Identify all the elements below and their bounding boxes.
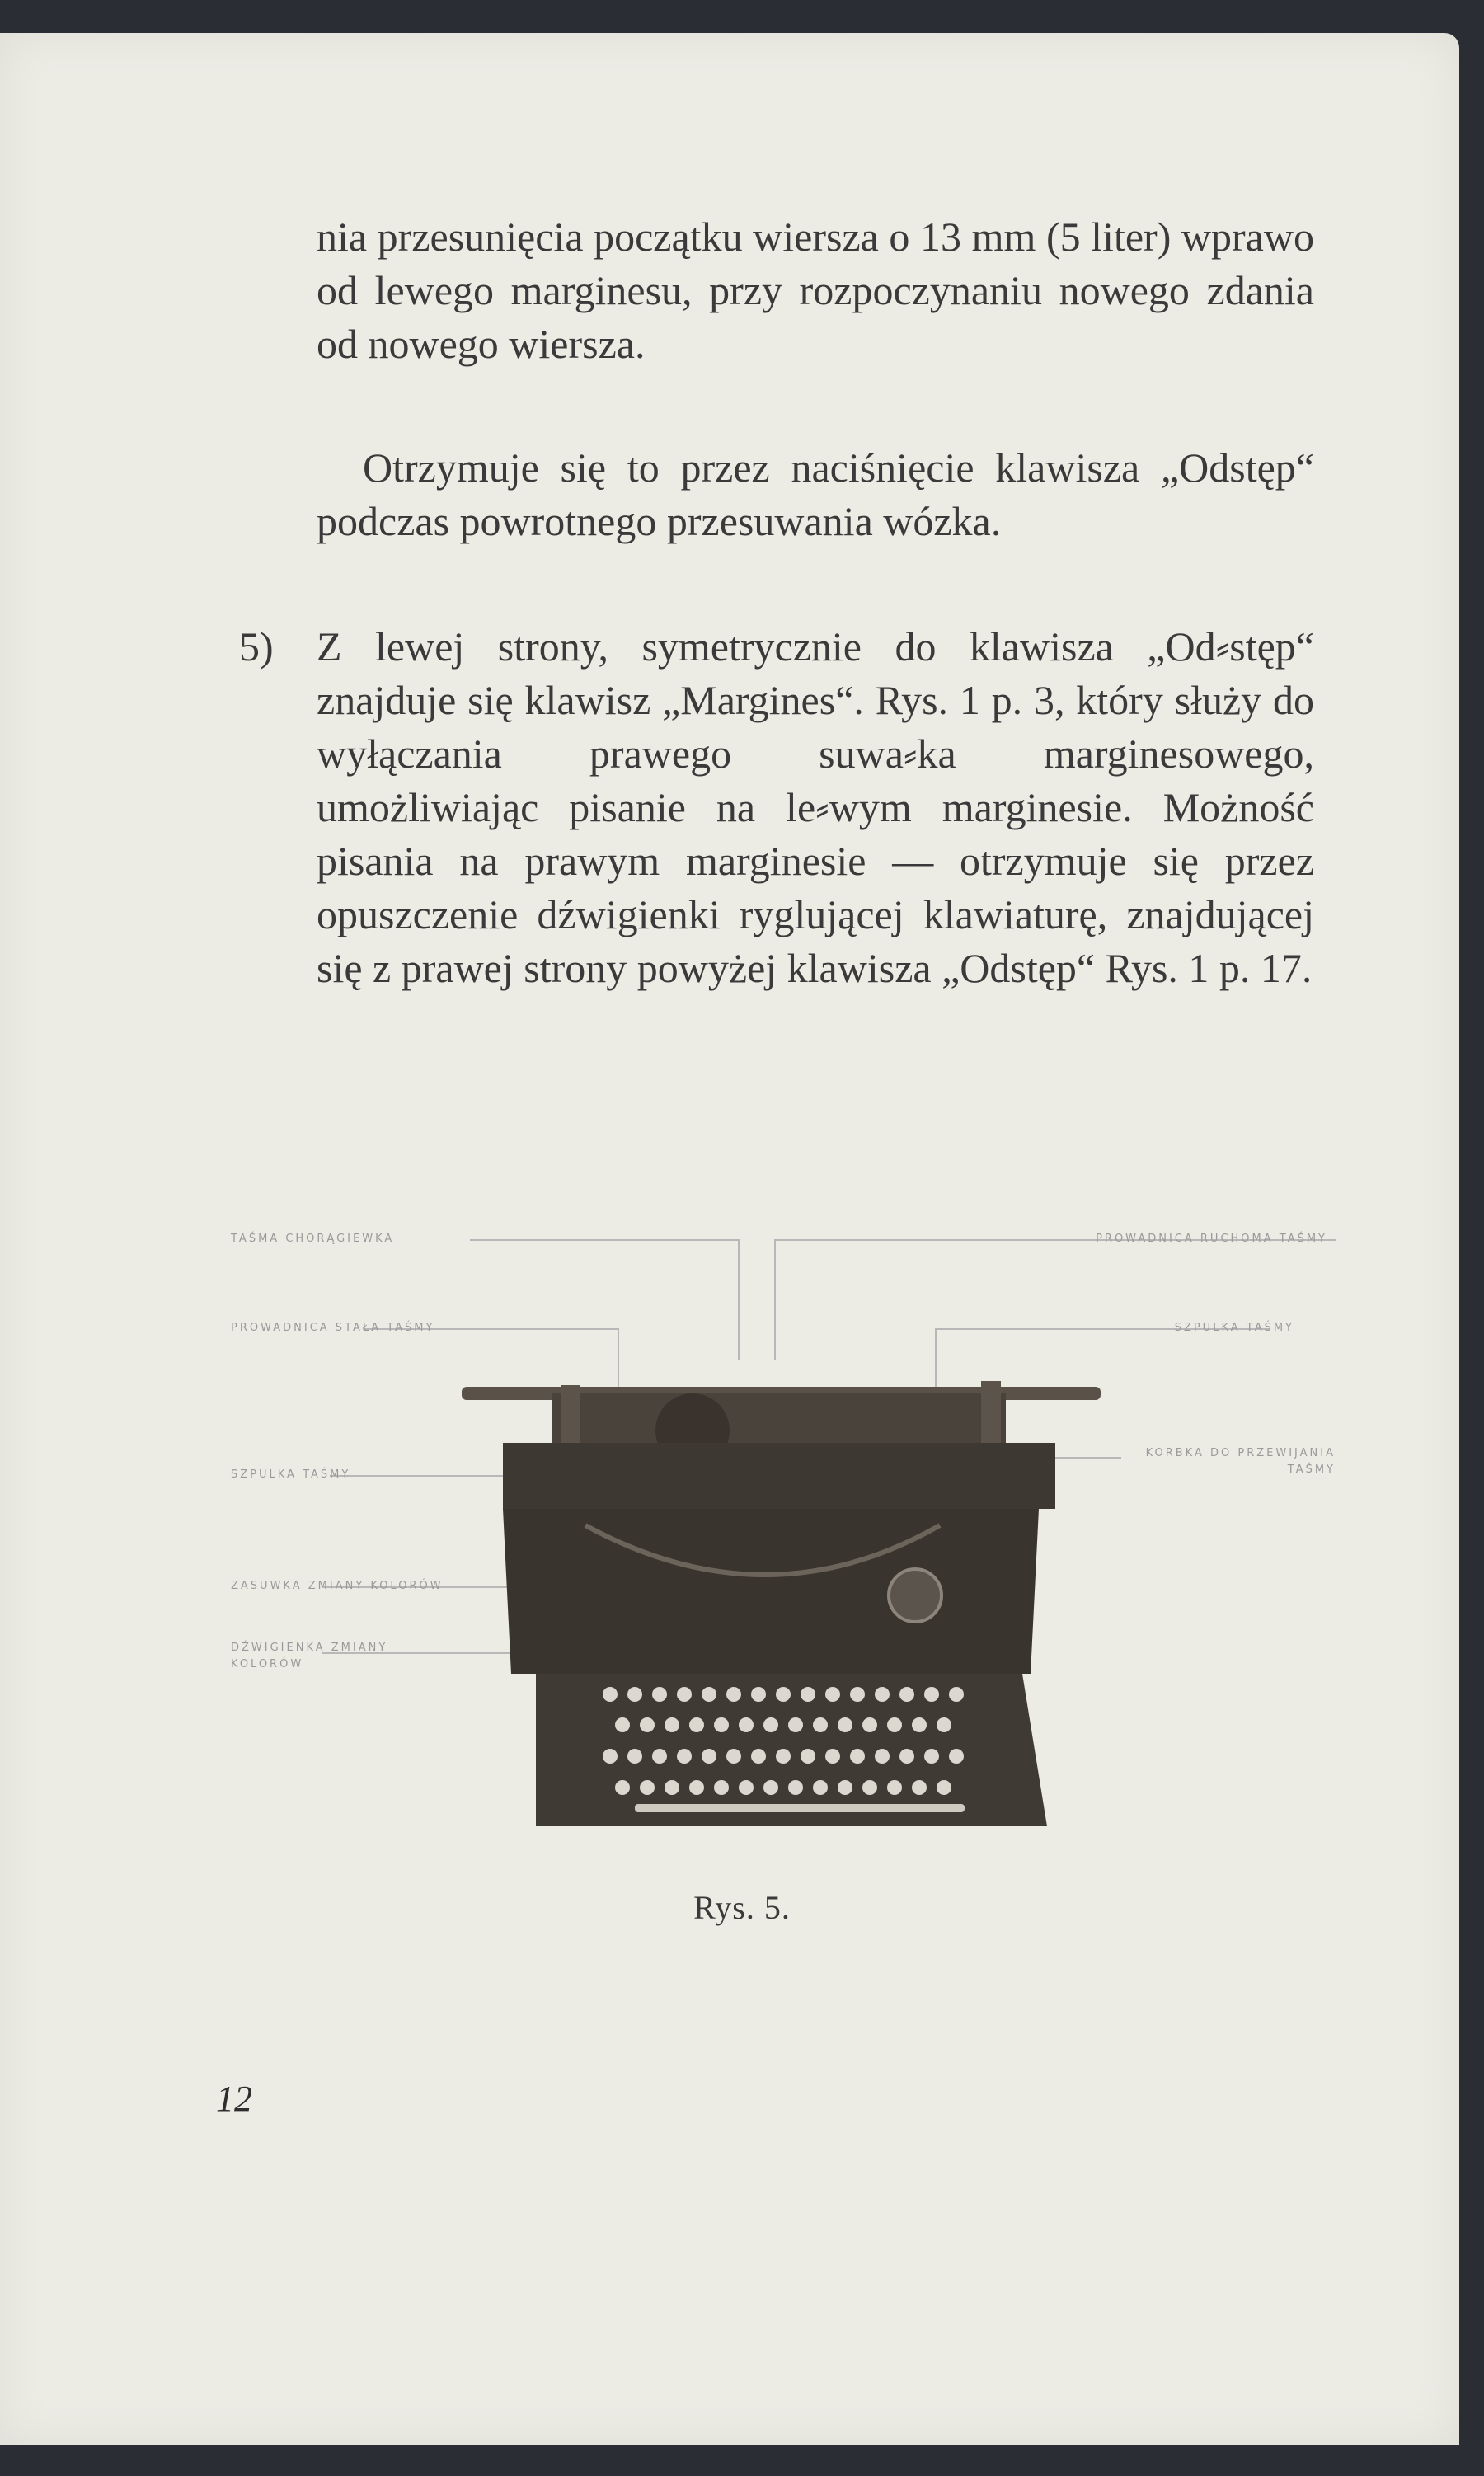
label-ribbon-winding-crank-2: TAŚMY	[1287, 1464, 1336, 1476]
label-moving-ribbon-guide: PROWADNICA RUCHOMA TAŚMY	[1096, 1233, 1327, 1245]
item-5-text: Z lewej strony, symetrycznie do klawisza „Od⸗stęp“ znajduje się klawisz „Margines“. Rys. 1 p. 3, który służy do wyłączania prawego suwa⸗ka marginesowego, umożliwiając pisanie na le⸗wym marginesie. Możność pisania na prawym marginesie — otrzymuje się przez opuszczenie dźwigienki ryglującej klawiaturę, znajdującej się z prawej strony powyżej klawisza „Odstęp“ Rys. 1 p. 17.	[317, 623, 1314, 991]
typewriter-illustration	[206, 1196, 1344, 1872]
label-ribbon-spool-left: SZPULKA TAŚMY	[231, 1468, 351, 1481]
label-color-change-slider: ZASUWKA ZMIANY KOLORÓW	[231, 1580, 444, 1592]
item-5-number: 5)	[239, 623, 274, 670]
label-ribbon-flag: TAŚMA CHORĄGIEWKA	[231, 1233, 395, 1245]
paragraph-2-text: Otrzymuje się to przez naciśnięcie klawisza „Odstęp“ podczas powrotnego przesuwania wózka.	[317, 444, 1314, 544]
paragraph-1-text: nia przesunięcia początku wiersza o 13 mm (5 liter) wprawo od lewego marginesu, przy rozpoczynaniu nowego zdania od nowego wiersza.	[317, 214, 1314, 367]
label-color-change-lever-2: KOLORÓW	[231, 1658, 304, 1670]
typewriter-figure	[206, 1196, 1344, 1872]
label-fixed-ribbon-guide: PROWADNICA STAŁA TAŚMY	[231, 1322, 435, 1334]
figure-caption: Rys. 5.	[693, 1889, 791, 1926]
label-ribbon-spool-right: SZPULKA TAŚMY	[1174, 1322, 1294, 1334]
label-color-change-lever: DŹWIGIENKA ZMIANY	[231, 1642, 388, 1654]
label-ribbon-winding-crank: KORBKA DO PRZEWIJANIA	[1145, 1447, 1336, 1459]
page-number: 12	[216, 2079, 252, 2119]
